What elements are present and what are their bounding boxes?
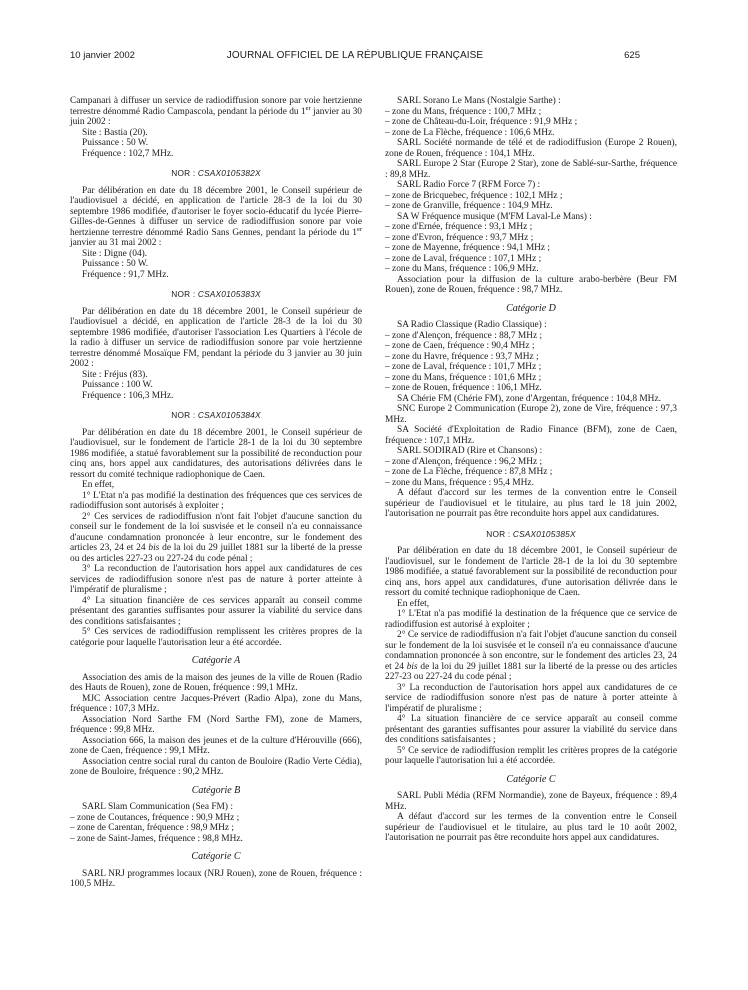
power-line: Puissance : 100 W. xyxy=(82,380,153,390)
frequency-line: Fréquence : 106,3 MHz. xyxy=(82,390,174,401)
en-effet: En effet, xyxy=(82,480,115,490)
deliberation-paragraph: Par délibération en date du 18 décembre 2001, le Conseil supérieur de l'audiovisuel, sur le fondement de l'article 28-1 de la loi du 30 septembre 1986 modifiée, a statué favorablement sur la possibilité de reconduction pour cinq ans, hors appel aux candidatures, d'une autorisation délivrée dans le ressort du comité technique radiophonique de Caen. xyxy=(385,546,677,598)
list-item: – zone du Mans, fréquence : 101,6 MHz ; xyxy=(385,372,542,383)
nor-reference: NOR : CSAX0105384X xyxy=(171,410,261,420)
list-item: SARL Publi Média (RFM Normandie), zone de Bayeux, fréquence : 89,4 MHz. xyxy=(385,791,677,812)
list-heading: SARL Radio Force 7 (RFM Force 7) : xyxy=(397,180,541,190)
list-item: – zone de La Flèche, fréquence : 106,6 MHz. xyxy=(385,127,555,138)
list-item: – zone de Coutances, fréquence : 90,9 MHz ; xyxy=(70,812,240,823)
list-heading: SARL SODIRAD (Rire et Chansons) : xyxy=(397,446,543,456)
list-item: Association 666, la maison des jeunes et de la culture d'Hérouville (666), zone de Caen, fréquence : 99,1 MHz. xyxy=(70,735,362,756)
frequency-line: Fréquence : 91,7 MHz. xyxy=(82,269,169,280)
list-item: – zone de Bricquebec, fréquence : 102,1 MHz ; xyxy=(385,190,563,201)
list-item: – zone de Rouen, fréquence : 106,1 MHz. xyxy=(385,383,542,393)
list-item: – zone d'Ernée, fréquence : 93,1 MHz ; xyxy=(385,222,533,232)
page-header xyxy=(70,50,640,64)
list-item: – zone de Laval, fréquence : 101,7 MHz ; xyxy=(385,362,542,372)
page-number: 625 xyxy=(624,50,640,61)
header-title: JOURNAL OFFICIEL DE LA RÉPUBLIQUE FRANÇAISE xyxy=(226,50,484,61)
list-item: – zone du Mans, fréquence : 100,7 MHz ; xyxy=(385,106,542,117)
list-item: – zone de Laval, fréquence : 107,1 MHz ; xyxy=(385,253,542,264)
list-item: – zone de La Flèche, fréquence : 87,8 MHz ; xyxy=(385,467,553,477)
list-item: – zone de Château-du-Loir, fréquence : 91,9 MHz ; xyxy=(385,117,578,127)
conditions-paragraph: A défaut d'accord sur les termes de la convention entre le Conseil supérieur de l'audiovisuel et le titulaire, au plus tard le 18 juin 2002, l'autorisation ne pourrait pas être reconduite hors appel aux candidatures. xyxy=(385,488,677,519)
list-item: – zone de Caen, fréquence : 90,4 MHz ; xyxy=(385,341,535,351)
conditions-paragraph: A défaut d'accord sur les termes de la convention entre le Conseil supérieur de l'audiovisuel et le titulaire, au plus tard le 10 août 2002, l'autorisation ne pourrait pas être reconduite hors appel aux candidatures. xyxy=(385,812,677,843)
list-item: – zone d'Alençon, fréquence : 88,7 MHz ; xyxy=(385,330,543,341)
category-heading: Catégorie B xyxy=(191,784,241,796)
criterion-2: 2° Ce service de radiodiffusion n'a fait l'objet d'aucune sanction du conseil sur le fondement de la loi susvisée et le conseil n'a eu connaissance d'aucune condamnation prononcée à son encontre, sur le fondement des articles 23, 24 et 24 bis de la loi du 29 juillet 1881 sur la liberté de la presse ou des articles 227-23 ou 227-24 du code pénal ; xyxy=(385,630,677,682)
list-heading: SA W Fréquence musique (M'FM Laval-Le Mans) : xyxy=(397,211,592,222)
criterion-1: 1° L'Etat n'a pas modifié la destination de la fréquence que ce service de radiodiffusion est autorisé à exploiter ; xyxy=(385,609,677,630)
deliberation-paragraph: Par délibération en date du 18 décembre 2001, le Conseil supérieur de l'audiovisuel a décidé, en application de l'article 28-3 de la loi du 30 septembre 1986 modifiée, d'autoriser le foyer socio-éducatif du lycée Pierre-Gilles-de-Gennes à diffuser un service de radiodiffusion sonore par voie hertzienne terrestre dénommé Radio Sans Gennes, pendant la période du 1er janvier au 31 mai 2002 : xyxy=(70,185,362,248)
en-effet: En effet, xyxy=(397,598,430,609)
list-item: – zone de Carentan, fréquence : 98,9 MHz ; xyxy=(70,823,234,833)
category-heading: Catégorie A xyxy=(191,655,241,666)
nor-reference: NOR : CSAX0105385X xyxy=(486,528,576,539)
list-item: SARL NRJ programmes locaux (NRJ Rouen), zone de Rouen, fréquence : 100,5 MHz. xyxy=(70,868,362,889)
power-line: Puissance : 50 W. xyxy=(82,259,149,269)
right-column xyxy=(385,96,677,844)
list-item: – zone de Saint-James, fréquence : 98,8 MHz. xyxy=(70,833,243,844)
site-line: Site : Digne (04). xyxy=(82,248,148,259)
criterion-5: 5° Ces services de radiodiffusion remplissent les critères propres de la catégorie pour laquelle l'autorisation leur a été accordée. xyxy=(70,627,362,648)
list-item: – zone du Havre, fréquence : 93,7 MHz ; xyxy=(385,351,539,362)
nor-reference: NOR : CSAX0105382X xyxy=(171,168,261,178)
category-heading: Catégorie D xyxy=(506,302,556,314)
list-item: – zone de Mayenne, fréquence : 94,1 MHz ; xyxy=(385,243,551,253)
category-heading: Catégorie C xyxy=(506,773,556,785)
power-line: Puissance : 50 W. xyxy=(82,138,149,148)
criterion-1: 1° L'Etat n'a pas modifié la destination des fréquences que ces services de radiodiffusion sont autorisés à exploiter ; xyxy=(70,490,362,511)
list-item: SA Chérie FM (Chérie FM), zone d'Argentan, fréquence : 104,8 MHz. xyxy=(397,393,661,404)
list-heading: SA Radio Classique (Radio Classique) : xyxy=(397,320,547,330)
list-item: – zone d'Evron, fréquence : 93,7 MHz ; xyxy=(385,232,534,243)
list-heading: SARL Slam Communication (Sea FM) : xyxy=(82,802,233,812)
criterion-2: 2° Ces services de radiodiffusion n'ont fait l'objet d'aucune sanction du conseil sur le fondement de la loi susvisée et le conseil n'a eu connaissance d'aucune condamnation prononcée à leur encontre, sur le fondement des articles 23, 24 et 24 bis de la loi du 29 juillet 1881 sur la liberté de la presse ou des articles 227-23 ou 227-24 du code pénal ; xyxy=(70,511,362,564)
category-heading: Catégorie C xyxy=(191,851,241,862)
list-item: SNC Europe 2 Communication (Europe 2), zone de Vire, fréquence : 97,3 MHz. xyxy=(385,404,677,425)
list-item: – zone du Mans, fréquence : 95,4 MHz. xyxy=(385,477,534,488)
criterion-3: 3° La reconduction de l'autorisation hors appel aux candidatures de ce service de radiodiffusion sonore n'est pas de nature à porter atteinte à l'impératif de pluralisme ; xyxy=(385,682,677,714)
site-line: Site : Bastia (20). xyxy=(82,127,148,138)
deliberation-paragraph: Par délibération en date du 18 décembre 2001, le Conseil supérieur de l'audiovisuel, sur le fondement de l'article 28-1 de la loi du 30 septembre 1986 modifiée, a statué favorablement sur la possibilité de reconduction pour cinq ans, hors appel aux candidatures, des autorisations délivrées dans le ressort du comité technique radiophonique de Caen. xyxy=(70,427,362,480)
deliberation-paragraph: Par délibération en date du 18 décembre 2001, le Conseil supérieur de l'audiovisuel a décidé, en application de l'article 28-3 de la loi du 30 septembre 1986 modifiée, d'autoriser l'association Les Quartiers à l'école de la radio à diffuser un service de radiodiffusion sonore par voie hertzienne terrestre dénommé Mosaïque FM, pendant la période du 3 janvier au 30 juin 2002 : xyxy=(70,306,362,369)
list-item: SARL Société normande de télé et de radiodiffusion (Europe 2 Rouen), zone de Rouen, fréquence : 104,1 MHz. xyxy=(385,138,677,159)
list-item: SARL Europe 2 Star (Europe 2 Star), zone de Sablé-sur-Sarthe, fréquence : 89,8 MHz. xyxy=(385,159,677,180)
frequency-line: Fréquence : 102,7 MHz. xyxy=(82,148,174,159)
criterion-5: 5° Ce service de radiodiffusion remplit les critères propres de la catégorie pour laquelle l'autorisation lui a été accordée. xyxy=(385,745,677,766)
list-item: – zone du Mans, fréquence : 106,9 MHz. xyxy=(385,264,539,274)
list-item: MJC Association centre Jacques-Prévert (Radio Alpa), zone du Mans, fréquence : 107,3 MHz. xyxy=(70,693,362,714)
list-item: – zone de Granville, fréquence : 104,9 MHz. xyxy=(385,201,553,211)
left-column xyxy=(70,96,362,890)
list-item: Association des amis de la maison des jeunes de la ville de Rouen (Radio des Hauts de Rouen), zone de Rouen, fréquence : 99,1 MHz. xyxy=(70,672,362,693)
site-line: Site : Fréjus (83). xyxy=(82,369,148,380)
criterion-4: 4° La situation financière de ce service apparaît au conseil comme présentant des garanties suffisantes pour assurer la viabilité du service dans des conditions satisfaisantes ; xyxy=(385,714,677,745)
list-item: Association centre social rural du canton de Bouloire (Radio Verte Cédia), zone de Bouloire, fréquence : 90,2 MHz. xyxy=(70,756,362,777)
nor-reference: NOR : CSAX0105383X xyxy=(171,289,261,299)
header-date: 10 janvier 2002 xyxy=(70,50,135,61)
list-item: – zone d'Alençon, fréquence : 96,2 MHz ; xyxy=(385,456,543,467)
criterion-4: 4° La situation financière de ces services apparaît au conseil comme présentant des garanties suffisantes pour assurer la viabilité du service dans des conditions satisfaisantes ; xyxy=(70,595,362,627)
list-item: Association pour la diffusion de la culture arabo-berbère (Beur FM Rouen), zone de Rouen, fréquence : 98,7 MHz. xyxy=(385,274,677,295)
list-item: SA Société d'Exploitation de Radio Finance (BFM), zone de Caen, fréquence : 107,1 MHz. xyxy=(385,425,677,446)
list-heading: SARL Sorano Le Mans (Nostalgie Sarthe) : xyxy=(397,96,561,106)
intro-paragraph: Campanari à diffuser un service de radiodiffusion sonore par voie hertzienne terrestre dénommé Radio Campascola, pendant la période du 1er janvier au 30 juin 2002 : xyxy=(70,96,362,127)
list-item: Association Nord Sarthe FM (Nord Sarthe FM), zone de Mamers, fréquence : 99,8 MHz. xyxy=(70,714,362,735)
criterion-3: 3° La reconduction de l'autorisation hors appel aux candidatures de ces services de radiodiffusion sonore n'est pas de nature à porter atteinte à l'impératif de pluralisme ; xyxy=(70,564,362,595)
